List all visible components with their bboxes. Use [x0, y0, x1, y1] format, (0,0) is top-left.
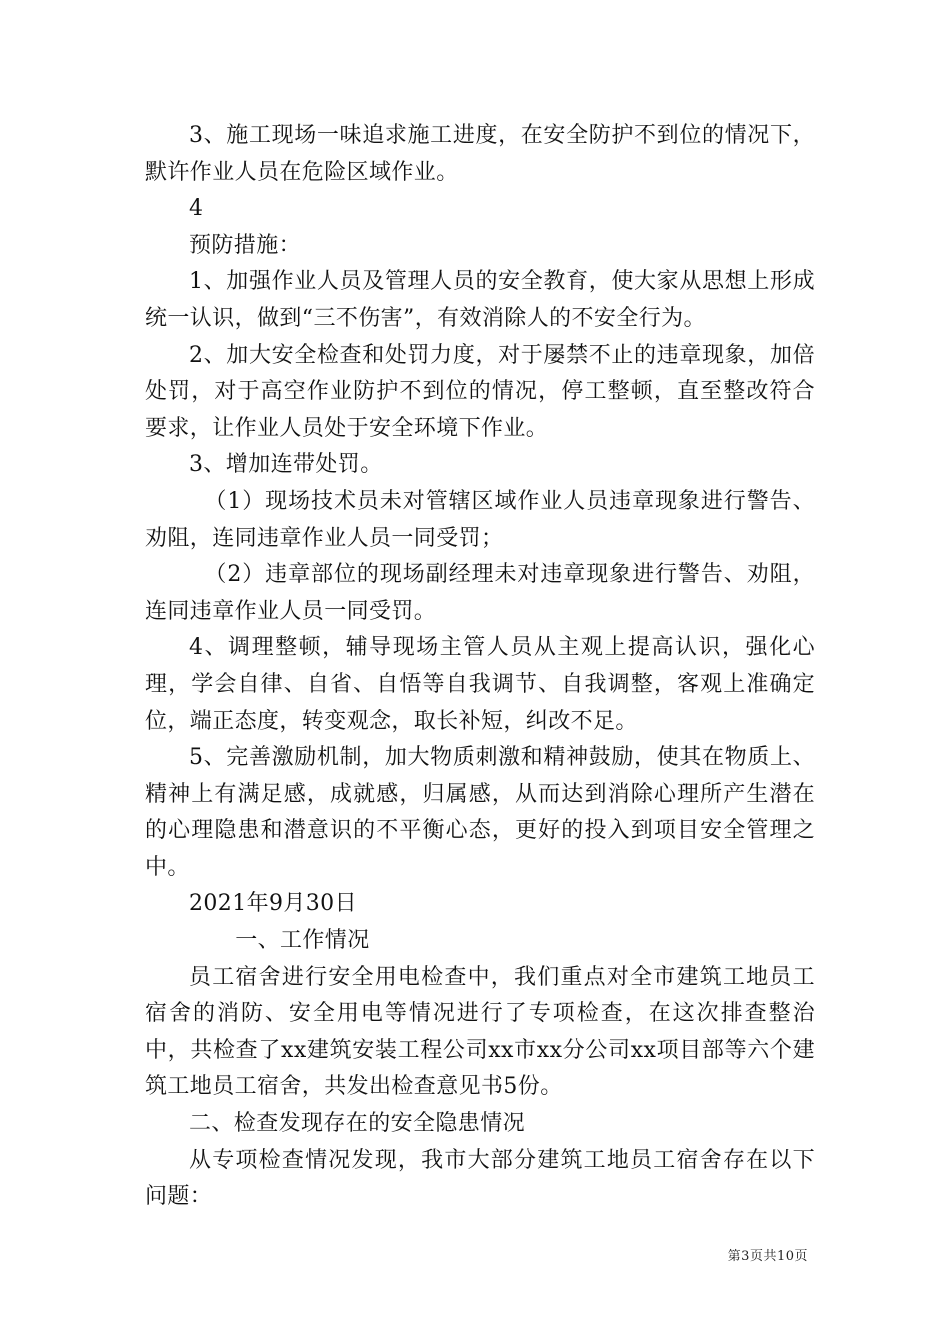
paragraph-measure-1: 1、加强作业人员及管理人员的安全教育，使大家从思想上形成统一认识，做到“三不伤害”，有效消除人的不安全行为。 [145, 269, 815, 331]
paragraph-number-4: 4 [189, 196, 204, 222]
paragraph-measure-4: 4、调理整顿，辅导现场主管人员从主观上提高认识，强化心理，学会自律、自省、自悟等自我调节、自我调整，客观上准确定位，端正态度，转变观念，取长补短，纠改不足。 [145, 635, 815, 734]
document-body [145, 118, 815, 1216]
page-number-footer: 第3页共10页 [727, 1249, 808, 1264]
paragraph-inspection-summary: 员工宿舍进行安全用电检查中，我们重点对全市建筑工地员工宿舍的消防、安全用电等情况进行了专项检查，在这次排查整治中，共检查了xx建筑安装工程公司xx市xx分公司xx项目部等六个建筑工地员工宿舍，共发出检查意见书5份。 [145, 964, 815, 1100]
paragraph-date: 2021年9月30日 [189, 891, 357, 917]
paragraph-measure-3-sub-2: （2）违章部位的现场副经理未对违章现象进行警告、劝阻，连同违章作业人员一同受罚。 [145, 562, 815, 624]
heading-work-situation: 一、工作情况 [235, 928, 370, 954]
paragraph-cause-3: 3、施工现场一味追求施工进度，在安全防护不到位的情况下，默许作业人员在危险区域作业。 [145, 123, 815, 185]
heading-hazards-found: 二、检查发现存在的安全隐患情况 [189, 1111, 526, 1137]
paragraph-problems-intro: 从专项检查情况发现，我市大部分建筑工地员工宿舍存在以下问题： [145, 1147, 815, 1210]
paragraph-measure-5: 5、完善激励机制，加大物质刺激和精神鼓励，使其在物质上、精神上有满足感，成就感，归属感，从而达到消除心理所产生潜在的心理隐患和潜意识的不平衡心态，更好的投入到项目安全管理之中。 [145, 745, 815, 880]
paragraph-measure-2: 2、加大安全检查和处罚力度，对于屡禁不止的违章现象，加倍处罚，对于高空作业防护不到位的情况，停工整顿，直至整改符合要求，让作业人员处于安全环境下作业。 [145, 342, 815, 441]
heading-prevention-measures: 预防措施： [189, 232, 302, 258]
paragraph-measure-3: 3、增加连带处罚。 [189, 452, 383, 478]
paragraph-measure-3-sub-1: （1）现场技术员未对管辖区域作业人员违章现象进行警告、劝阻，连同违章作业人员一同受罚； [145, 488, 815, 551]
